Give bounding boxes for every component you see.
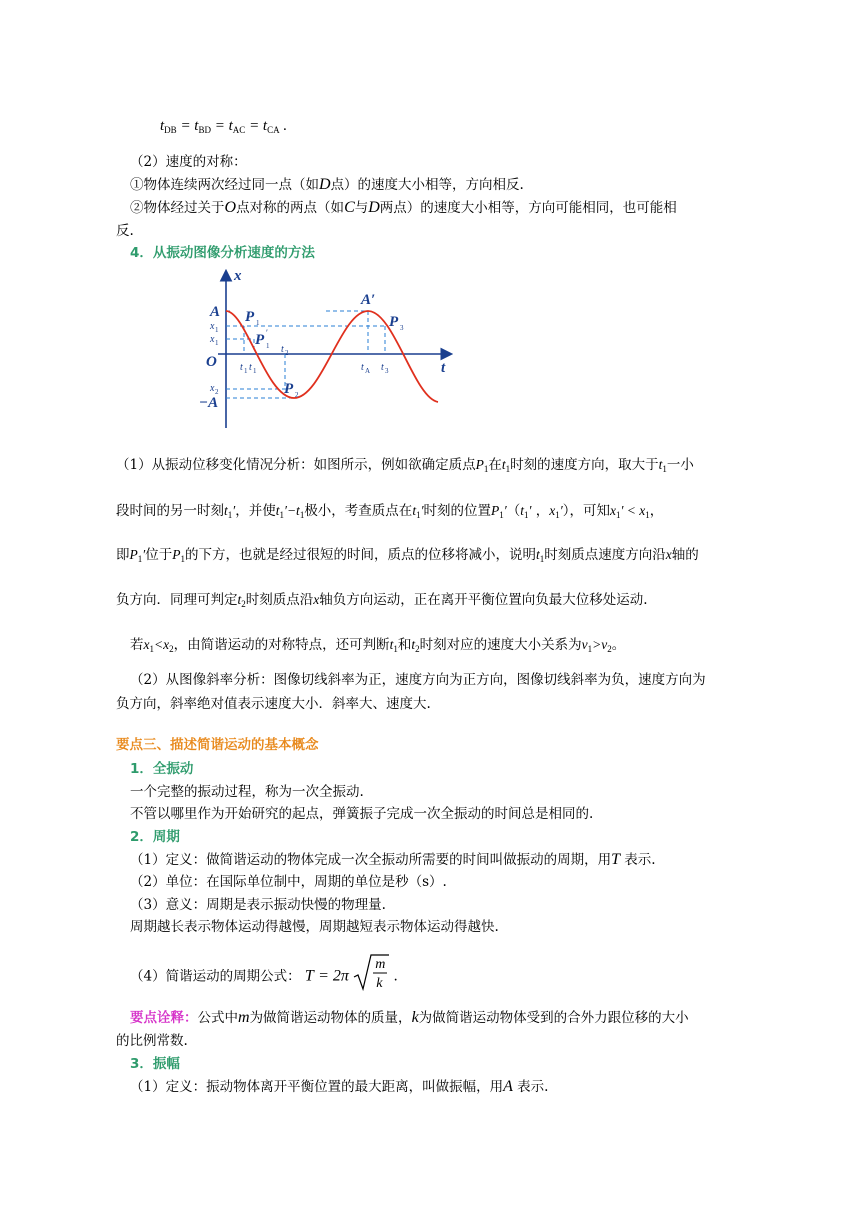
sqrt-fraction [353,953,389,993]
analysis1-line2: 段时间的另一时刻$t_1'$，并使$t_1'-t_1$极小，考查质点在$t_1'$时刻的位置$P_1'(t_1'$ ，$x_1'$），可知$x_1' < x_1$， [116,503,664,520]
label-t3: t [381,362,384,373]
svg-text:3: 3 [385,367,389,375]
full-vibration-heading: 1．全振动 [130,761,194,777]
formula-m: m [375,957,386,972]
velocity-symmetry-title: （2）速度的对称： [130,154,247,170]
svg-text:2: 2 [285,349,289,357]
label-negA: −A [199,395,219,411]
vibration-graph [196,266,458,436]
svg-text:2: 2 [295,391,299,399]
svg-text:3: 3 [400,324,404,332]
note-line1: 要点诠释：公式中m为做简谐运动物体的质量，k为做简谐运动物体受到的合外力跟位移的大小 [130,1009,689,1026]
velocity-symmetry-point2-cont: 反. [116,223,134,239]
svg-text:A: A [365,367,371,375]
period-unit: （2）单位：在国际单位制中，周期的单位是秒（s）. [130,874,447,890]
label-P2: P [284,381,294,397]
label-t1-prime: t [249,362,252,373]
svg-text:1: 1 [215,326,219,334]
period-meaning: （3）意义：周期是表示振动快慢的物理量. [130,897,386,913]
full-vibration-line1: 一个完整的振动过程，称为一次全振动. [130,784,364,800]
svg-text:1: 1 [256,319,260,327]
period-formula: （4）简谐运动的周期公式： T = 2π m k . [130,957,398,997]
note-label: 要点诠释： [130,1010,198,1026]
velocity-symmetry-point2: ②物体经过关于O点对称的两点（如C与D两点）的速度大小相等，方向可能相同，也可能相 [130,199,677,216]
analysis1-line1: （1）从振动位移变化情况分析：如图所示，例如欲确定质点$P_1$在$t_1$时刻的速度方向，取大于$t_1$一小 [116,457,694,474]
label-t-axis: t [441,360,446,376]
section3-heading: 要点三、描述简谐运动的基本概念 [116,737,319,753]
label-P1: P [245,309,255,325]
svg-text:2: 2 [215,388,219,396]
label-origin: O [206,354,217,370]
svg-text:1: 1 [266,342,270,350]
note-line2: 的比例常数. [116,1033,188,1049]
label-t1: t [240,362,243,373]
label-t2: t [281,344,284,355]
analysis2-line1: （2）从图像斜率分析：图像切线斜率为正，速度方向为正方向，图像切线斜率为负，速度方向为 [130,672,706,688]
formula-k: k [376,976,383,991]
label-P1-prime: P [255,332,265,348]
svg-text:1: 1 [253,367,257,375]
period-definition: （1）定义：做简谐运动的物体完成一次全振动所需要的时间叫做振动的周期，用T 表示. [130,851,656,868]
symmetry-time-formula: $t_{DB} = t_{BD} = t_{AC} = t_{CA}$ . [160,118,288,135]
svg-text:1: 1 [215,339,219,347]
analysis1-line5: 若$x_1<x_2$，由简谐运动的对称特点，还可判断$t_1$和$t_2$时刻对应的速度大小关系为$v_1>v_2$。 [130,637,626,654]
svg-text:1: 1 [244,367,248,375]
label-A: A [210,304,221,320]
amplitude-heading: 3．振幅 [130,1056,180,1072]
label-tA: t [361,362,364,373]
amplitude-definition: （1）定义：振动物体离开平衡位置的最大距离，叫做振幅，用A 表示. [130,1078,549,1095]
label-x1-prime: x [210,334,215,345]
label-Aprime: A′ [361,292,376,308]
period-heading: 2．周期 [130,829,180,845]
label-x-axis: x [234,268,242,284]
analysis2-line2: 负方向，斜率绝对值表示速度大小．斜率大、速度大. [116,696,431,712]
label-x1: x [210,321,215,332]
full-vibration-line2: 不管以哪里作为开始研究的起点，弹簧振子完成一次全振动的时间总是相同的. [130,806,594,822]
section4-heading: 4．从振动图像分析速度的方法 [130,245,315,261]
analysis1-line3: 即$P_1'$位于$P_1$的下方，也就是经过很短的时间，质点的位移将减小，说明$t_1$时刻质点速度方向沿x轴的 [116,547,699,564]
velocity-symmetry-point1: ①物体连续两次经过同一点（如D点）的速度大小相等，方向相反. [130,176,524,193]
label-P3: P [389,314,399,330]
label-x2: x [210,383,215,394]
period-extra: 周期越长表示物体运动得越慢，周期越短表示物体运动得越快. [130,919,499,935]
svg-text:′: ′ [266,328,268,338]
analysis1-line4: 负方向．同理可判定$t_2$时刻质点沿x轴负方向运动，正在离开平衡位置向负最大位移处运动. [116,592,648,609]
